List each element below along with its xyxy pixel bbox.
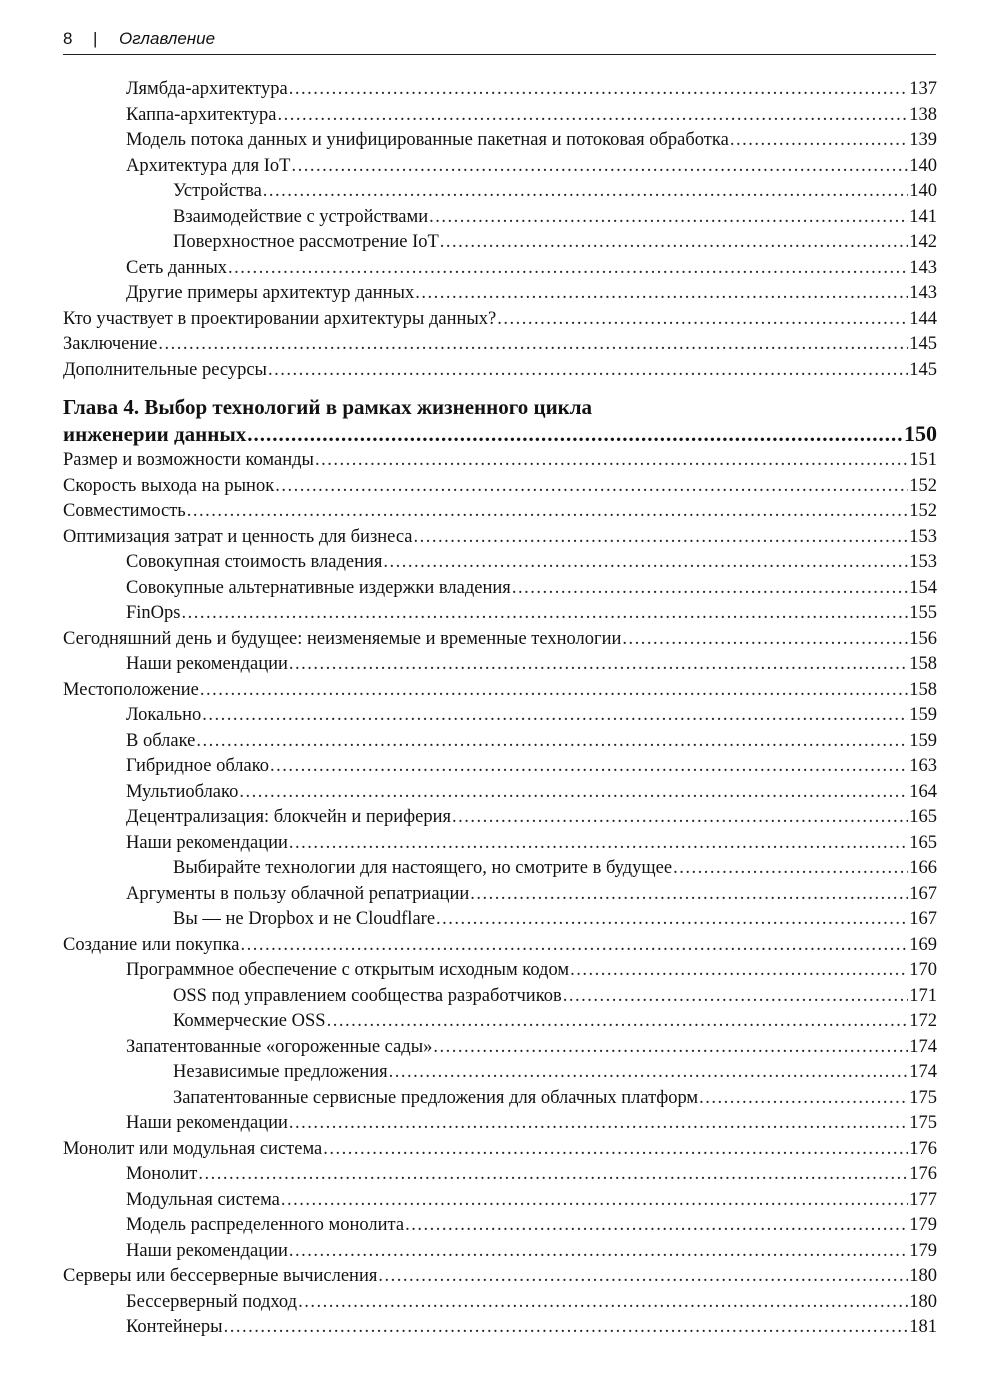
toc-entry — [63, 550, 937, 576]
table-of-contents — [63, 77, 937, 1341]
chapter-heading — [63, 394, 937, 448]
leader-dots — [289, 1239, 908, 1265]
toc-entry-title: В облаке — [126, 730, 196, 751]
toc-entry-page: 153 — [909, 526, 937, 547]
leader-dots — [436, 907, 908, 933]
toc-entry — [63, 474, 937, 500]
toc-entry-title: Поверхностное рассмотрение IoT — [173, 232, 439, 252]
toc-entry — [63, 205, 937, 231]
toc-entry-page: 175 — [909, 1113, 937, 1133]
toc-entry — [63, 576, 937, 602]
toc-entry — [63, 652, 937, 678]
toc-entry-page: 159 — [909, 705, 937, 725]
toc-entry-page: 142 — [909, 232, 937, 252]
toc-entry-title: Коммерческие OSS — [173, 1011, 326, 1031]
toc-entry-page: 140 — [909, 181, 937, 201]
toc-entry-title: Мультиоблако — [126, 781, 239, 802]
leader-dots — [673, 856, 908, 882]
leader-dots — [570, 958, 908, 984]
leader-dots — [289, 652, 908, 678]
toc-entry — [63, 1060, 937, 1086]
toc-entry — [63, 1213, 937, 1239]
toc-entry-title: Модель потока данных и унифицированные пакетная и потоковая обработка — [126, 130, 729, 150]
leader-dots — [263, 179, 908, 205]
toc-entry — [63, 499, 937, 525]
toc-entry — [63, 1111, 937, 1137]
leader-dots — [497, 307, 908, 333]
toc-entry-page: 176 — [909, 1138, 937, 1159]
toc-entry-title: Независимые предложения — [173, 1062, 388, 1082]
toc-entry — [63, 984, 937, 1010]
leader-dots — [289, 77, 909, 103]
toc-entry-title: Сеть данных — [126, 257, 228, 278]
toc-entry — [63, 281, 937, 307]
toc-entry-title: Запатентованные сервисные предложения для облачных платформ — [173, 1087, 699, 1108]
toc-entry — [63, 601, 937, 627]
toc-entry — [63, 154, 937, 180]
toc-entry-title: Архитектура для IoT — [126, 155, 291, 176]
leader-dots — [228, 256, 908, 282]
leader-dots — [289, 831, 908, 857]
leader-dots — [202, 703, 908, 729]
toc-entry-title: Оптимизация затрат и ценность для бизнеса — [63, 526, 413, 547]
toc-entry-title: Наши рекомендации — [126, 1113, 288, 1133]
toc-entry — [63, 77, 937, 103]
toc-entry-page: 143 — [909, 283, 937, 303]
toc-entry-title: Монолит — [126, 1164, 198, 1184]
toc-entry — [63, 1137, 937, 1163]
toc-entry — [63, 958, 937, 984]
leader-dots — [315, 448, 908, 474]
leader-dots — [433, 1035, 908, 1061]
leader-dots — [275, 474, 908, 500]
toc-entry-page: 152 — [909, 501, 937, 521]
leader-dots — [405, 1213, 908, 1239]
toc-entry-page: 170 — [909, 960, 937, 980]
leader-dots — [277, 103, 908, 129]
toc-entry-title: Совокупная стоимость владения — [126, 552, 383, 572]
toc-entry-page: 154 — [909, 577, 937, 598]
toc-entry-title: FinOps — [126, 603, 181, 623]
toc-entry-page: 138 — [909, 104, 937, 125]
toc-entry-title: Аргументы в пользу облачной репатриации — [126, 883, 470, 904]
toc-entry-title: Наши рекомендации — [126, 832, 288, 853]
toc-entry — [63, 933, 937, 959]
toc-entry-page: 158 — [909, 654, 937, 674]
leader-dots — [198, 1162, 908, 1188]
toc-entry-page: 144 — [909, 308, 937, 329]
toc-entry-page: 163 — [909, 756, 937, 776]
toc-entry-title: Наши рекомендации — [126, 1240, 288, 1261]
toc-entry-page: 140 — [909, 155, 937, 176]
toc-entry-title: Наши рекомендации — [126, 654, 288, 674]
toc-entry — [63, 805, 937, 831]
leader-dots — [187, 499, 909, 525]
toc-entry — [63, 525, 937, 551]
leader-dots — [327, 1009, 909, 1035]
toc-entry-title: Вы — не Dropbox и не Cloudflare — [173, 909, 436, 929]
toc-entry — [63, 907, 937, 933]
page-number: 8 — [63, 29, 73, 48]
chapter-title-line2-row — [63, 420, 937, 448]
leader-dots — [247, 420, 903, 448]
leader-dots — [281, 1188, 908, 1214]
leader-dots — [383, 550, 908, 576]
toc-entry-page: 152 — [909, 475, 937, 496]
running-header — [63, 26, 936, 55]
leader-dots — [563, 984, 909, 1010]
toc-entry — [63, 856, 937, 882]
toc-entry-page: 172 — [909, 1011, 937, 1031]
toc-entry-title: Локально — [126, 705, 202, 725]
toc-entry-page: 137 — [909, 79, 937, 99]
toc-entry — [63, 307, 937, 333]
toc-entry — [63, 1162, 937, 1188]
toc-entry-title: Дополнительные ресурсы — [63, 359, 267, 380]
leader-dots — [622, 627, 908, 653]
chapter-title-line1: Глава 4. Выбор технологий в рамках жизненного цикла — [63, 395, 593, 419]
toc-entry-title: Кто участвует в проектировании архитектуры данных? — [63, 308, 497, 329]
toc-entry-title: Местоположение — [63, 679, 199, 700]
toc-entry-page: 174 — [909, 1062, 937, 1082]
toc-entry — [63, 256, 937, 282]
toc-entry-page: 174 — [909, 1036, 937, 1057]
toc-entry-title: Совокупные альтернативные издержки владения — [126, 577, 511, 598]
leader-dots — [452, 805, 908, 831]
leader-dots — [699, 1086, 908, 1112]
toc-entry-page: 159 — [909, 730, 937, 751]
toc-entry-title: Совместимость — [63, 501, 186, 521]
toc-entry — [63, 1264, 937, 1290]
leader-dots — [378, 1264, 908, 1290]
leader-dots — [224, 1315, 909, 1341]
leader-dots — [429, 205, 908, 231]
leader-dots — [289, 1111, 908, 1137]
leader-dots — [268, 358, 908, 384]
toc-entry-page: 169 — [909, 934, 937, 955]
toc-entry-page: 166 — [909, 858, 937, 878]
toc-entry — [63, 332, 937, 358]
toc-entry-title: Модель распределенного монолита — [126, 1215, 405, 1235]
leader-dots — [239, 780, 908, 806]
toc-entry-page: 156 — [909, 628, 937, 649]
toc-entry-title: Модульная система — [126, 1189, 280, 1210]
toc-entry-title: Скорость выхода на рынок — [63, 475, 275, 496]
leader-dots — [440, 230, 908, 256]
toc-entry-title: Каппа-архитектура — [126, 104, 277, 125]
toc-entry-page: 167 — [909, 883, 937, 904]
toc-entry-title: Децентрализация: блокчейн и периферия — [126, 807, 452, 827]
toc-entry-page: 179 — [909, 1215, 937, 1235]
toc-entry-page: 155 — [909, 603, 937, 623]
toc-entry — [63, 831, 937, 857]
toc-entry-page: 181 — [909, 1317, 937, 1337]
toc-entry-title: Заключение — [63, 334, 158, 354]
toc-entry-title: Серверы или бессерверные вычисления — [63, 1266, 378, 1286]
toc-entry — [63, 780, 937, 806]
toc-entry — [63, 179, 937, 205]
leader-dots — [200, 678, 908, 704]
toc-entry-title: Гибридное облако — [126, 756, 270, 776]
toc-entry — [63, 1035, 937, 1061]
toc-entry-page: 141 — [909, 206, 937, 227]
toc-entry-title: Программное обеспечение с открытым исходным кодом — [126, 960, 570, 980]
toc-entry-page: 180 — [909, 1266, 937, 1286]
leader-dots — [298, 1290, 908, 1316]
toc-entry — [63, 103, 937, 129]
leader-dots — [512, 576, 908, 602]
leader-dots — [240, 933, 908, 959]
leader-dots — [323, 1137, 908, 1163]
toc-entry-page: 145 — [909, 334, 937, 354]
leader-dots — [270, 754, 908, 780]
leader-dots — [158, 332, 908, 358]
toc-entry-title: Выбирайте технологии для настоящего, но смотрите в будущее — [173, 858, 673, 878]
toc-entry — [63, 448, 937, 474]
toc-entry — [63, 882, 937, 908]
toc-entry-page: 145 — [909, 359, 937, 380]
toc-entry-title: Устройства — [173, 181, 262, 201]
leader-dots — [389, 1060, 909, 1086]
toc-entry — [63, 627, 937, 653]
header-separator: | — [93, 29, 98, 48]
toc-entry — [63, 1290, 937, 1316]
toc-entry-page: 175 — [909, 1087, 937, 1108]
chapter-title-line2: инженерии данных — [63, 422, 247, 446]
leader-dots — [182, 601, 909, 627]
leader-dots — [415, 281, 908, 307]
toc-entry-title: Взаимодействие с устройствами — [173, 206, 429, 227]
toc-entry — [63, 1009, 937, 1035]
toc-entry-title: Лямбда-архитектура — [126, 79, 288, 99]
toc-entry — [63, 358, 937, 384]
toc-entry — [63, 230, 937, 256]
toc-entry-title: Монолит или модульная система — [63, 1138, 323, 1159]
toc-entry — [63, 754, 937, 780]
toc-entry-page: 165 — [909, 832, 937, 853]
toc-entry-page: 167 — [909, 909, 937, 929]
toc-entry-page: 143 — [909, 257, 937, 278]
toc-entry-title: Контейнеры — [126, 1317, 223, 1337]
leader-dots — [413, 525, 908, 551]
toc-entry-title: Сегодняшний день и будущее: неизменяемые и временные технологии — [63, 628, 622, 649]
toc-entry-page: 171 — [909, 985, 937, 1006]
toc-entry-page: 179 — [909, 1240, 937, 1261]
toc-entry-page: 153 — [909, 552, 937, 572]
toc-entry-page: 177 — [909, 1189, 937, 1210]
toc-entry-page: 180 — [909, 1291, 937, 1312]
toc-section-bottom — [63, 448, 937, 1341]
toc-entry-page: 139 — [909, 130, 937, 150]
toc-entry — [63, 1086, 937, 1112]
toc-entry-title: Создание или покупка — [63, 934, 240, 955]
header-title: Оглавление — [119, 29, 216, 48]
chapter-page: 150 — [904, 421, 937, 446]
toc-entry-page: 165 — [909, 807, 937, 827]
leader-dots — [730, 128, 908, 154]
toc-entry-title: Размер и возможности команды — [63, 450, 314, 470]
leader-dots — [470, 882, 908, 908]
toc-entry-page: 151 — [909, 450, 937, 470]
toc-entry — [63, 729, 937, 755]
toc-entry-title: OSS под управлением сообщества разработчиков — [173, 985, 562, 1006]
toc-entry-title: Другие примеры архитектур данных — [126, 283, 415, 303]
toc-entry-page: 176 — [909, 1164, 937, 1184]
toc-entry-title: Бессерверный подход — [126, 1291, 298, 1312]
toc-entry — [63, 678, 937, 704]
toc-entry-page: 164 — [909, 781, 937, 802]
toc-entry-page: 158 — [909, 679, 937, 700]
toc-entry — [63, 703, 937, 729]
toc-entry — [63, 1239, 937, 1265]
toc-entry — [63, 1315, 937, 1341]
toc-entry — [63, 1188, 937, 1214]
toc-entry — [63, 128, 937, 154]
leader-dots — [291, 154, 908, 180]
toc-section-top — [63, 77, 937, 383]
leader-dots — [196, 729, 908, 755]
toc-entry-title: Запатентованные «огороженные сады» — [126, 1036, 433, 1057]
